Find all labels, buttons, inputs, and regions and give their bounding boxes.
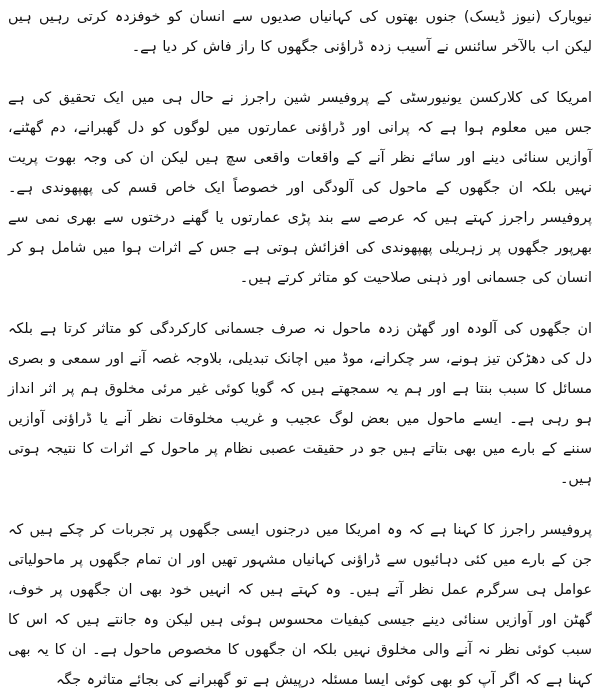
article-paragraph-1: نیویارک (نیوز ڈیسک) جنوں بھتوں کی کہانیاں صدیوں سے انسان کو خوفزدہ کرتی رہیں ہیں لیکن اب بالآخر سائنس نے آسیب زدہ ڈراؤنی جگھوں کا راز فاش کر دیا ہے۔ <box>8 9 592 55</box>
article-paragraph-2: امریکا کی کلارکسن یونیورسٹی کے پروفیسر شین راجرز نے حال ہی میں ایک تحقیق کی ہے جس میں معلوم ہوا ہے کہ پرانی اور ڈراؤنی عمارتوں میں لوگوں کو دل گھبرانے، دم گھٹنے، آوازیں سنائی دینے اور سائے نظر آنے کے واقعات واقعی سچ ہیں لیکن ان کی وجہ بھوت پریت نہیں بلکہ ان جگھوں کے ماحول کی آلودگی اور خصوصاً ایک خاص قسم کی پھپھوندی ہے۔ پروفیسر راجرز کہتے ہیں کہ عرصے سے بند پڑی عمارتوں یا گھنے درختوں سے بھری نمی سے بھرپور جگھوں پر زہریلی پھپھوندی کی افزائش ہوتی ہے جس کے اثرات ہوا میں شامل ہو کر انسان کی جسمانی اور ذہنی صلاحیت کو متاثر کرتے ہیں۔ <box>8 90 592 286</box>
news-article <box>8 2 592 695</box>
article-paragraph-3: ان جگھوں کی آلودہ اور گھٹن زدہ ماحول نہ صرف جسمانی کارکردگی کو متاثر کرتا ہے بلکہ دل کی دھڑکن تیز ہونے، سر چکرانے، موڈ میں اچانک تبدیلی، بلاوجہ غصہ آنے اور سمعی و بصری مسائل کا سبب بنتا ہے اور ہم یہ سمجھتے ہیں کہ گویا کوئی غیر مرئی مخلوق ہم پر اثر انداز ہو رہی ہے۔ ایسے ماحول میں بعض لوگ عجیب و غریب مخلوقات نظر آنے یا ڈراؤنی آوازیں سننے کے بارے میں بھی بتاتے ہیں جو در حقیقت عصبی نظام پر ماحول کے اثرات کا نتیجہ ہوتی ہیں۔ <box>8 321 592 487</box>
article-paragraph-4: پروفیسر راجرز کا کہنا ہے کہ وہ امریکا میں درجنوں ایسی جگھوں پر تجربات کر چکے ہیں کہ جن کے بارے میں کئی دہائیوں سے ڈراؤنی کہانیاں مشہور تھیں اور ان تمام جگھوں پر ماحولیاتی عوامل ہی سرگرم عمل نظر آتے ہیں۔ وہ کہتے ہیں کہ انہیں خود بھی ان جگھوں پر خوف، گھٹن اور آوازیں سنائی دینے جیسی کیفیات محسوس ہوئی ہیں لیکن وہ جانتے ہیں کہ اس کا سبب کوئی نظر نہ آنے والی مخلوق نہیں بلکہ ان جگھوں کا مخصوص ماحول ہے۔ ان کا یہ بھی کہنا ہے کہ اگر آپ کو بھی کوئی ایسا مسئلہ درپیش ہے تو گھبرانے کی بجائے متاثرہ جگہ <box>8 522 592 688</box>
